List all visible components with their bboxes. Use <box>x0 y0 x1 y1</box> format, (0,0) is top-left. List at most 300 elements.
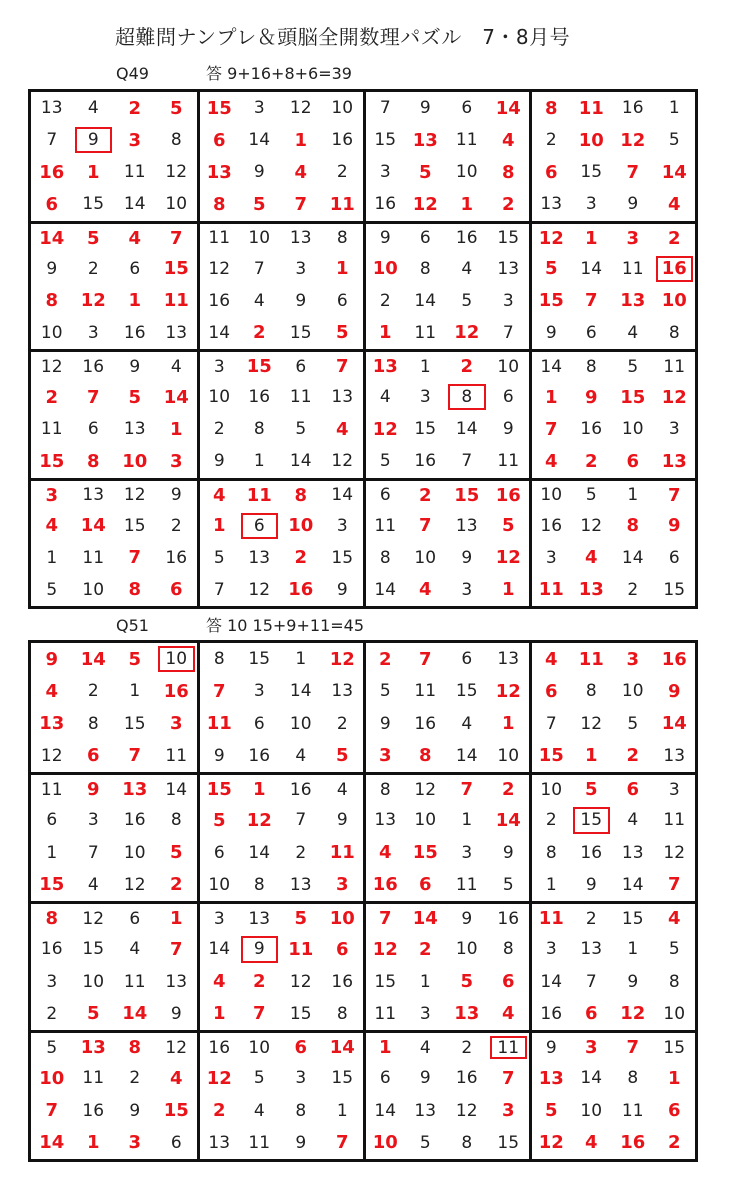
grid-cell <box>612 869 654 901</box>
cell-value: 5 <box>252 193 266 215</box>
cell-value: 8 <box>253 874 265 895</box>
grid-cell <box>239 542 281 574</box>
cell-value: 8 <box>461 387 473 408</box>
grid-cell <box>654 643 696 675</box>
grid-cell <box>571 1062 613 1094</box>
cell-value: 3 <box>336 515 348 536</box>
grid-cell <box>156 998 198 1030</box>
cell-value: 8 <box>418 745 432 767</box>
grid-cell <box>31 933 73 965</box>
grid-cell <box>31 221 73 253</box>
cell-value: 8 <box>128 579 142 601</box>
grid-cell <box>654 188 696 220</box>
grid-cell <box>571 1127 613 1159</box>
cell-value: 6 <box>668 547 680 568</box>
grid-cell <box>197 478 239 510</box>
cell-value: 1 <box>627 939 639 960</box>
cell-value: 3 <box>87 322 99 343</box>
grid-cell <box>322 574 364 606</box>
cell-value: 4 <box>87 98 99 119</box>
grid-cell <box>405 1095 447 1127</box>
grid-cell <box>73 381 115 413</box>
cell-value: 10 <box>663 1003 686 1024</box>
cell-value: 3 <box>584 1037 598 1059</box>
grid-cell <box>529 998 571 1030</box>
cell-value: 3 <box>668 419 680 440</box>
grid-cell <box>488 675 530 707</box>
highlight-box <box>490 1036 528 1059</box>
grid-cell <box>488 708 530 740</box>
grid-cell <box>612 124 654 156</box>
cell-value: 9 <box>86 779 100 801</box>
cell-value: 7 <box>667 874 681 896</box>
grid-cell <box>239 478 281 510</box>
cell-value: 5 <box>86 1003 100 1025</box>
cell-value: 9 <box>87 130 99 151</box>
cell-value: 3 <box>213 356 225 377</box>
cell-value: 9 <box>253 162 265 183</box>
cell-value: 13 <box>621 842 644 863</box>
grid-cell <box>571 804 613 836</box>
cell-value: 6 <box>169 579 183 601</box>
grid-cell <box>239 124 281 156</box>
grid-cell <box>529 901 571 933</box>
cell-value: 10 <box>40 322 63 343</box>
cell-value: 15 <box>123 713 146 734</box>
grid-cell <box>446 285 488 317</box>
cell-value: 5 <box>460 971 474 993</box>
cell-value: 2 <box>252 322 266 344</box>
cell-value: 6 <box>461 649 473 670</box>
cell-value: 12 <box>580 713 603 734</box>
grid-cell <box>280 643 322 675</box>
cell-value: 16 <box>208 1037 231 1058</box>
grid-cell <box>197 933 239 965</box>
grid-cell <box>114 869 156 901</box>
cell-value: 2 <box>87 681 99 702</box>
cell-value: 9 <box>46 258 58 279</box>
cell-value: 15 <box>206 779 232 801</box>
cell-value: 1 <box>461 810 473 831</box>
grid-cell <box>446 510 488 542</box>
cell-value: 16 <box>82 1100 105 1121</box>
cell-value: 14 <box>208 322 231 343</box>
cell-value: 10 <box>208 387 231 408</box>
cell-value: 6 <box>544 161 558 183</box>
cell-value: 16 <box>288 579 314 601</box>
grid-cell <box>405 510 447 542</box>
grid-cell <box>322 413 364 445</box>
grid-cell <box>280 542 322 574</box>
grid-cell <box>239 966 281 998</box>
grid-cell <box>114 837 156 869</box>
grid-cell <box>654 901 696 933</box>
cell-value: 5 <box>295 419 307 440</box>
cell-value: 3 <box>169 450 183 472</box>
grid-cell <box>280 675 322 707</box>
cell-value: 7 <box>253 258 265 279</box>
grid-cell <box>114 804 156 836</box>
cell-value: 11 <box>40 779 63 800</box>
cell-value: 11 <box>329 842 355 864</box>
cell-value: 7 <box>545 713 557 734</box>
grid-cell <box>571 253 613 285</box>
cell-value: 11 <box>208 228 231 249</box>
cell-value: 3 <box>626 227 640 249</box>
grid-cell <box>73 998 115 1030</box>
cell-value: 10 <box>82 579 105 600</box>
cell-value: 13 <box>289 228 312 249</box>
cell-value: 10 <box>248 228 271 249</box>
cell-value: 2 <box>45 386 59 408</box>
cell-value: 1 <box>460 193 474 215</box>
grid-cell <box>612 92 654 124</box>
grid-cell <box>529 285 571 317</box>
cell-value: 5 <box>335 745 349 767</box>
cell-value: 10 <box>621 681 644 702</box>
cell-value: 13 <box>497 649 520 670</box>
cell-value: 7 <box>128 745 142 767</box>
cell-value: 14 <box>122 1003 148 1025</box>
grid-cell <box>446 1030 488 1062</box>
cell-value: 16 <box>455 1068 478 1089</box>
grid-cell <box>363 188 405 220</box>
grid-cell <box>488 1030 530 1062</box>
cell-value: 6 <box>170 1132 182 1153</box>
cell-value: 5 <box>213 547 225 568</box>
cell-value: 6 <box>335 938 349 960</box>
grid-cell <box>363 285 405 317</box>
cell-value: 1 <box>294 129 308 151</box>
cell-value: 9 <box>502 419 514 440</box>
cell-value: 15 <box>163 258 189 280</box>
grid-cell <box>31 1095 73 1127</box>
sudoku-grid-q49 <box>28 89 698 609</box>
cell-value: 5 <box>128 386 142 408</box>
grid-cell <box>31 804 73 836</box>
grid-cell <box>197 643 239 675</box>
grid-cell <box>654 349 696 381</box>
grid-cell <box>156 317 198 349</box>
cell-value: 11 <box>329 193 355 215</box>
grid-cell <box>73 542 115 574</box>
cell-value: 4 <box>212 484 226 506</box>
cell-value: 8 <box>585 356 597 377</box>
grid-cell <box>654 156 696 188</box>
cell-value: 14 <box>331 485 354 506</box>
grid-cell <box>31 381 73 413</box>
cell-value: 6 <box>213 842 225 863</box>
grid-cell <box>239 772 281 804</box>
grid-cell <box>114 643 156 675</box>
grid-cell <box>363 1062 405 1094</box>
cell-value: 10 <box>455 162 478 183</box>
cell-value: 16 <box>495 484 521 506</box>
cell-value: 8 <box>419 258 431 279</box>
grid-cell <box>654 542 696 574</box>
cell-value: 2 <box>295 842 307 863</box>
grid-cell <box>405 478 447 510</box>
cell-value: 11 <box>165 745 188 766</box>
cell-value: 16 <box>414 713 437 734</box>
grid-cell <box>571 413 613 445</box>
grid-cell <box>239 804 281 836</box>
grid-cell <box>197 772 239 804</box>
grid-cell <box>446 542 488 574</box>
grid-cell <box>197 1127 239 1159</box>
grid-cell <box>31 156 73 188</box>
cell-value: 15 <box>374 130 397 151</box>
cell-value: 11 <box>163 290 189 312</box>
grid-cell <box>446 445 488 477</box>
grid-cell <box>654 1062 696 1094</box>
cell-value: 3 <box>378 745 392 767</box>
cell-value: 8 <box>379 779 391 800</box>
grid-cell <box>405 1030 447 1062</box>
grid-cell <box>73 933 115 965</box>
grid-cell <box>612 675 654 707</box>
cell-value: 13 <box>412 129 438 151</box>
grid-cell <box>529 445 571 477</box>
grid-cell <box>654 675 696 707</box>
cell-value: 15 <box>331 1068 354 1089</box>
cell-value: 16 <box>621 98 644 119</box>
grid-cell <box>405 156 447 188</box>
cell-value: 1 <box>501 579 515 601</box>
grid-cell <box>322 708 364 740</box>
cell-value: 5 <box>461 290 473 311</box>
grid-cell <box>156 510 198 542</box>
cell-value: 1 <box>86 161 100 183</box>
grid-cell <box>31 510 73 542</box>
grid-cell <box>280 1062 322 1094</box>
cell-value: 16 <box>248 387 271 408</box>
cell-value: 15 <box>82 194 105 215</box>
grid-cell <box>405 124 447 156</box>
cell-value: 7 <box>418 648 432 670</box>
grid-cell <box>73 92 115 124</box>
grid-cell <box>114 478 156 510</box>
puzzle-label-q51 <box>116 614 364 638</box>
grid-cell <box>571 478 613 510</box>
grid-cell <box>197 998 239 1030</box>
cell-value: 4 <box>336 779 348 800</box>
cell-value: 4 <box>461 713 473 734</box>
cell-value: 16 <box>123 810 146 831</box>
cell-value: 10 <box>331 98 354 119</box>
cell-value: 10 <box>497 745 520 766</box>
grid-cell <box>197 542 239 574</box>
cell-value: 14 <box>163 386 189 408</box>
grid-cell <box>239 285 281 317</box>
cell-value: 9 <box>295 290 307 311</box>
highlight-box <box>573 807 611 833</box>
cell-value: 15 <box>412 842 438 864</box>
cell-value: 10 <box>661 290 687 312</box>
grid-cell <box>322 966 364 998</box>
grid-cell <box>405 675 447 707</box>
cell-value: 6 <box>544 680 558 702</box>
cell-value: 15 <box>454 484 480 506</box>
grid-cell <box>488 413 530 445</box>
grid-cell <box>488 317 530 349</box>
grid-cell <box>322 1062 364 1094</box>
cell-value: 4 <box>627 322 639 343</box>
cell-value: 5 <box>501 515 515 537</box>
grid-cell <box>488 221 530 253</box>
grid-cell <box>446 156 488 188</box>
grid-cell <box>612 901 654 933</box>
grid-cell <box>73 156 115 188</box>
cell-value: 13 <box>40 98 63 119</box>
cell-value: 11 <box>455 130 478 151</box>
grid-cell <box>197 869 239 901</box>
grid-cell <box>446 1127 488 1159</box>
grid-cell <box>73 413 115 445</box>
cell-value: 9 <box>379 713 391 734</box>
grid-cell <box>31 253 73 285</box>
grid-cell <box>654 413 696 445</box>
grid-cell <box>239 188 281 220</box>
cell-value: 7 <box>379 98 391 119</box>
cell-value: 5 <box>502 874 514 895</box>
cell-value: 10 <box>455 939 478 960</box>
grid-cell <box>114 285 156 317</box>
grid-cell <box>405 933 447 965</box>
cell-value: 12 <box>206 1067 232 1089</box>
cell-value: 2 <box>667 1132 681 1154</box>
grid-cell <box>612 221 654 253</box>
grid-cell <box>654 124 696 156</box>
grid-cell <box>197 413 239 445</box>
cell-value: 14 <box>580 258 603 279</box>
grid-cell <box>529 708 571 740</box>
cell-value: 1 <box>378 322 392 344</box>
grid-cell <box>156 901 198 933</box>
grid-cell <box>239 901 281 933</box>
grid-cell <box>197 1030 239 1062</box>
cell-value: 12 <box>663 842 686 863</box>
grid-cell <box>612 317 654 349</box>
cell-value: 12 <box>40 356 63 377</box>
grid-cell <box>31 708 73 740</box>
cell-value: 6 <box>501 971 515 993</box>
cell-value: 2 <box>460 356 474 378</box>
grid-cell <box>280 510 322 542</box>
cell-value: 15 <box>39 450 65 472</box>
cell-value: 12 <box>495 680 521 702</box>
grid-cell <box>488 901 530 933</box>
cell-value: 9 <box>461 908 473 929</box>
cell-value: 12 <box>495 547 521 569</box>
cell-value: 9 <box>379 228 391 249</box>
grid-cell <box>114 510 156 542</box>
grid-cell <box>197 740 239 772</box>
grid-cell <box>529 253 571 285</box>
cell-value: 1 <box>253 451 265 472</box>
grid-cell <box>571 998 613 1030</box>
cell-value: 7 <box>252 1003 266 1025</box>
grid-cell <box>571 542 613 574</box>
grid-cell <box>488 869 530 901</box>
cell-value: 5 <box>253 1068 265 1089</box>
grid-cell <box>529 1030 571 1062</box>
cell-value: 12 <box>208 258 231 279</box>
grid-cell <box>529 221 571 253</box>
cell-value: 10 <box>580 1100 603 1121</box>
grid-cell <box>31 542 73 574</box>
cell-value: 4 <box>379 387 391 408</box>
grid-cell <box>405 92 447 124</box>
grid-cell <box>280 188 322 220</box>
cell-value: 9 <box>213 451 225 472</box>
grid-cell <box>156 445 198 477</box>
grid-cell <box>612 804 654 836</box>
grid-cell <box>322 740 364 772</box>
cell-value: 6 <box>87 419 99 440</box>
cell-value: 13 <box>414 1100 437 1121</box>
grid-cell <box>529 1127 571 1159</box>
cell-value: 4 <box>129 939 141 960</box>
cell-value: 11 <box>414 681 437 702</box>
cell-value: 16 <box>248 745 271 766</box>
cell-value: 7 <box>626 161 640 183</box>
grid-cell <box>488 156 530 188</box>
cell-value: 14 <box>414 290 437 311</box>
grid-cell <box>280 1127 322 1159</box>
grid-cell <box>654 317 696 349</box>
grid-cell <box>197 92 239 124</box>
cell-value: 15 <box>580 810 603 831</box>
grid-cell <box>156 1030 198 1062</box>
cell-value: 3 <box>128 129 142 151</box>
grid-cell <box>529 92 571 124</box>
grid-cell <box>73 772 115 804</box>
grid-cell <box>405 708 447 740</box>
grid-cell <box>654 510 696 542</box>
cell-value: 8 <box>336 228 348 249</box>
grid-cell <box>654 221 696 253</box>
cell-value: 13 <box>248 547 271 568</box>
cell-value: 10 <box>540 485 563 506</box>
grid-cell <box>363 1127 405 1159</box>
cell-value: 11 <box>82 1068 105 1089</box>
grid-cell <box>239 221 281 253</box>
grid-cell <box>446 740 488 772</box>
grid-cell <box>529 413 571 445</box>
grid-cell <box>197 381 239 413</box>
grid-cell <box>239 740 281 772</box>
cell-value: 15 <box>163 1100 189 1122</box>
grid-cell <box>612 253 654 285</box>
grid-cell <box>156 478 198 510</box>
grid-cell <box>488 285 530 317</box>
grid-cell <box>197 445 239 477</box>
cell-value: 10 <box>165 649 188 670</box>
cell-value: 8 <box>501 161 515 183</box>
grid-cell <box>322 349 364 381</box>
grid-cell <box>612 478 654 510</box>
cell-value: 12 <box>620 1003 646 1025</box>
cell-value: 9 <box>45 648 59 670</box>
cell-value: 2 <box>626 745 640 767</box>
grid-cell <box>446 966 488 998</box>
cell-value: 6 <box>295 356 307 377</box>
grid-cell <box>571 772 613 804</box>
grid-cell <box>73 253 115 285</box>
cell-value: 13 <box>538 1067 564 1089</box>
grid-cell <box>488 253 530 285</box>
